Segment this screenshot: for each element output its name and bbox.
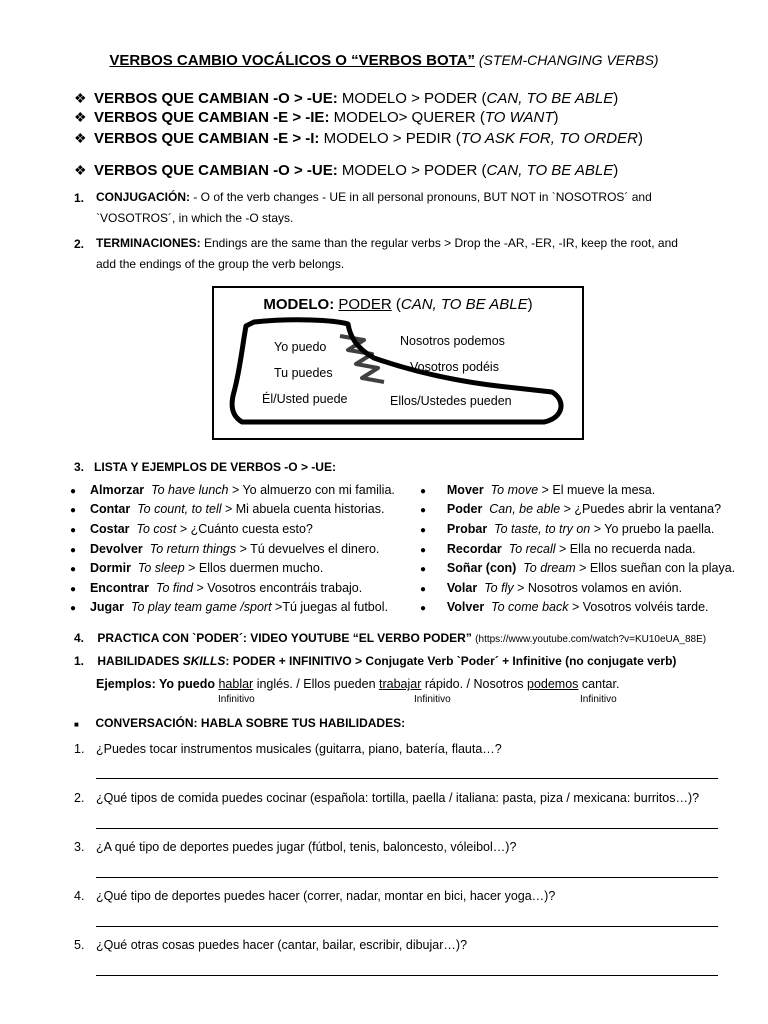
list-item: ● Encontrar To find > Vosotros encontráis trabajo.: [70, 581, 363, 595]
diamond-bullet-icon: ❖: [74, 162, 87, 178]
list-item: ● Recordar To recall > Ella no recuerda nada.: [420, 542, 696, 556]
term-paragraph: TERMINACIONES: Endings are the same than the regular verbs > Drop the -AR, -ER, -IR, keep the root, and add the endings of the group the verb belongs.: [96, 236, 678, 271]
question-2: ¿Qué tipos de comida puedes cocinar (española: tortilla, paella / italiana: pasta, piza / mexicana: burritos…)?: [96, 791, 700, 805]
list-header: 3. LISTA Y EJEMPLOS DE VERBOS -O > -UE:: [74, 460, 336, 474]
diamond-line-1: ❖ VERBOS QUE CAMBIAN -O > -UE: MODELO > PODER (CAN, TO BE ABLE): [74, 90, 619, 107]
answer-line-3[interactable]: [96, 877, 718, 878]
question-3: ¿A qué tipo de deportes puedes jugar (fútbol, tenis, baloncesto, vóleibol…)?: [96, 840, 517, 854]
diamond-line-2: ❖ VERBOS QUE CAMBIAN -E > -IE: MODELO> QUERER (TO WANT): [74, 109, 559, 126]
list-item: ● Probar To taste, to try on > Yo pruebo la paella.: [420, 522, 715, 536]
infinitivo-label-3: Infinitivo: [580, 694, 617, 705]
list-item: ● Poder Can, be able > ¿Puedes abrir la ventana?: [420, 502, 722, 516]
infinitivo-label-2: Infinitivo: [414, 694, 451, 705]
list-item: ● Jugar To play team game /sport >Tú juegas al futbol.: [70, 600, 388, 614]
list-item: ● Almorzar To have lunch > Yo almuerzo con mi familia.: [70, 483, 395, 497]
question-1: ¿Puedes tocar instrumentos musicales (guitarra, piano, batería, flauta…?: [96, 742, 502, 756]
diamond-bullet-icon: ❖: [74, 90, 87, 106]
diamond-line-4: ❖ VERBOS QUE CAMBIAN -O > -UE: MODELO > PODER (CAN, TO BE ABLE): [74, 162, 619, 179]
youtube-link[interactable]: (https://www.youtube.com/watch?v=KU10eUA_88E): [475, 634, 707, 645]
practica-line: 4. PRACTICA CON `PODER´: VIDEO YOUTUBE “EL VERBO PODER” (https://www.youtube.com/watch?v=KU10eUA_88E): [74, 631, 707, 645]
shoe-el: Él/Usted puede: [262, 392, 348, 406]
shoe-diagram: [212, 286, 584, 440]
title-main: VERBOS CAMBIO VOCÁLICOS O “VERBOS BOTA”: [109, 52, 475, 69]
ejemplos-line: Ejemplos: Yo puedo hablar inglés. / Ellos pueden trabajar rápido. / Nosotros podemos cantar.: [96, 677, 620, 691]
shoe-yo: Yo puedo: [274, 340, 327, 354]
list-item: ● Costar To cost > ¿Cuánto cuesta esto?: [70, 522, 313, 536]
page-title: [0, 52, 768, 69]
term-number: 2.: [74, 237, 85, 251]
list-item: ● Soñar (con) To dream > Ellos sueñan con la playa.: [420, 561, 736, 575]
answer-line-4[interactable]: [96, 926, 718, 927]
title-sub: (STEM-CHANGING VERBS): [475, 52, 659, 68]
habilidades-line: 1. HABILIDADES SKILLS: PODER + INFINITIVO > Conjugate Verb `Poder´ + Infinitive (no conjugate verb): [74, 654, 677, 668]
diamond-line-3: ❖ VERBOS QUE CAMBIAN -E > -I: MODELO > PEDIR (TO ASK FOR, TO ORDER): [74, 130, 643, 147]
conversacion-heading: ■ CONVERSACIÓN: HABLA SOBRE TUS HABILIDADES:: [74, 716, 406, 730]
shoe-nos: Nosotros podemos: [400, 334, 505, 348]
list-item: ● Dormir To sleep > Ellos duermen mucho.: [70, 561, 324, 575]
question-number: 1.: [74, 742, 85, 756]
answer-line-1[interactable]: [96, 778, 718, 779]
answer-line-2[interactable]: [96, 828, 718, 829]
infinitivo-label-1: Infinitivo: [218, 694, 255, 705]
shoe-tu: Tu puedes: [274, 366, 333, 380]
question-number: 5.: [74, 938, 85, 952]
shoe-title: MODELO: PODER (CAN, TO BE ABLE): [263, 296, 533, 313]
question-number: 3.: [74, 840, 85, 854]
list-item: ● Devolver To return things > Tú devuelves el dinero.: [70, 542, 380, 556]
list-item: ● Contar To count, to tell > Mi abuela cuenta historias.: [70, 502, 385, 516]
shoe-vos: Vosotros podéis: [410, 360, 499, 374]
conj-number: 1.: [74, 191, 85, 205]
list-item: ● Volver To come back > Vosotros volvéis tarde.: [420, 600, 709, 614]
diamond-bullet-icon: ❖: [74, 130, 87, 146]
diamond-bullet-icon: ❖: [74, 109, 87, 125]
answer-line-5[interactable]: [96, 975, 718, 976]
list-item: ● Volar To fly > Nosotros volamos en avión.: [420, 581, 683, 595]
question-number: 4.: [74, 889, 85, 903]
conj-paragraph: CONJUGACIÓN: - O of the verb changes - UE in all personal pronouns, BUT NOT in `NOSOTROS´ and `VOSOTROS´, in which the -O stays.: [96, 190, 652, 225]
shoe-drawing: [214, 288, 582, 438]
question-4: ¿Qué tipo de deportes puedes hacer (correr, nadar, montar en bici, hacer yoga…)?: [96, 889, 556, 903]
question-number: 2.: [74, 791, 85, 805]
question-5: ¿Qué otras cosas puedes hacer (cantar, bailar, escribir, dibujar…)?: [96, 938, 468, 952]
shoe-ellos: Ellos/Ustedes pueden: [390, 394, 512, 408]
list-item: ● Mover To move > El mueve la mesa.: [420, 483, 656, 497]
